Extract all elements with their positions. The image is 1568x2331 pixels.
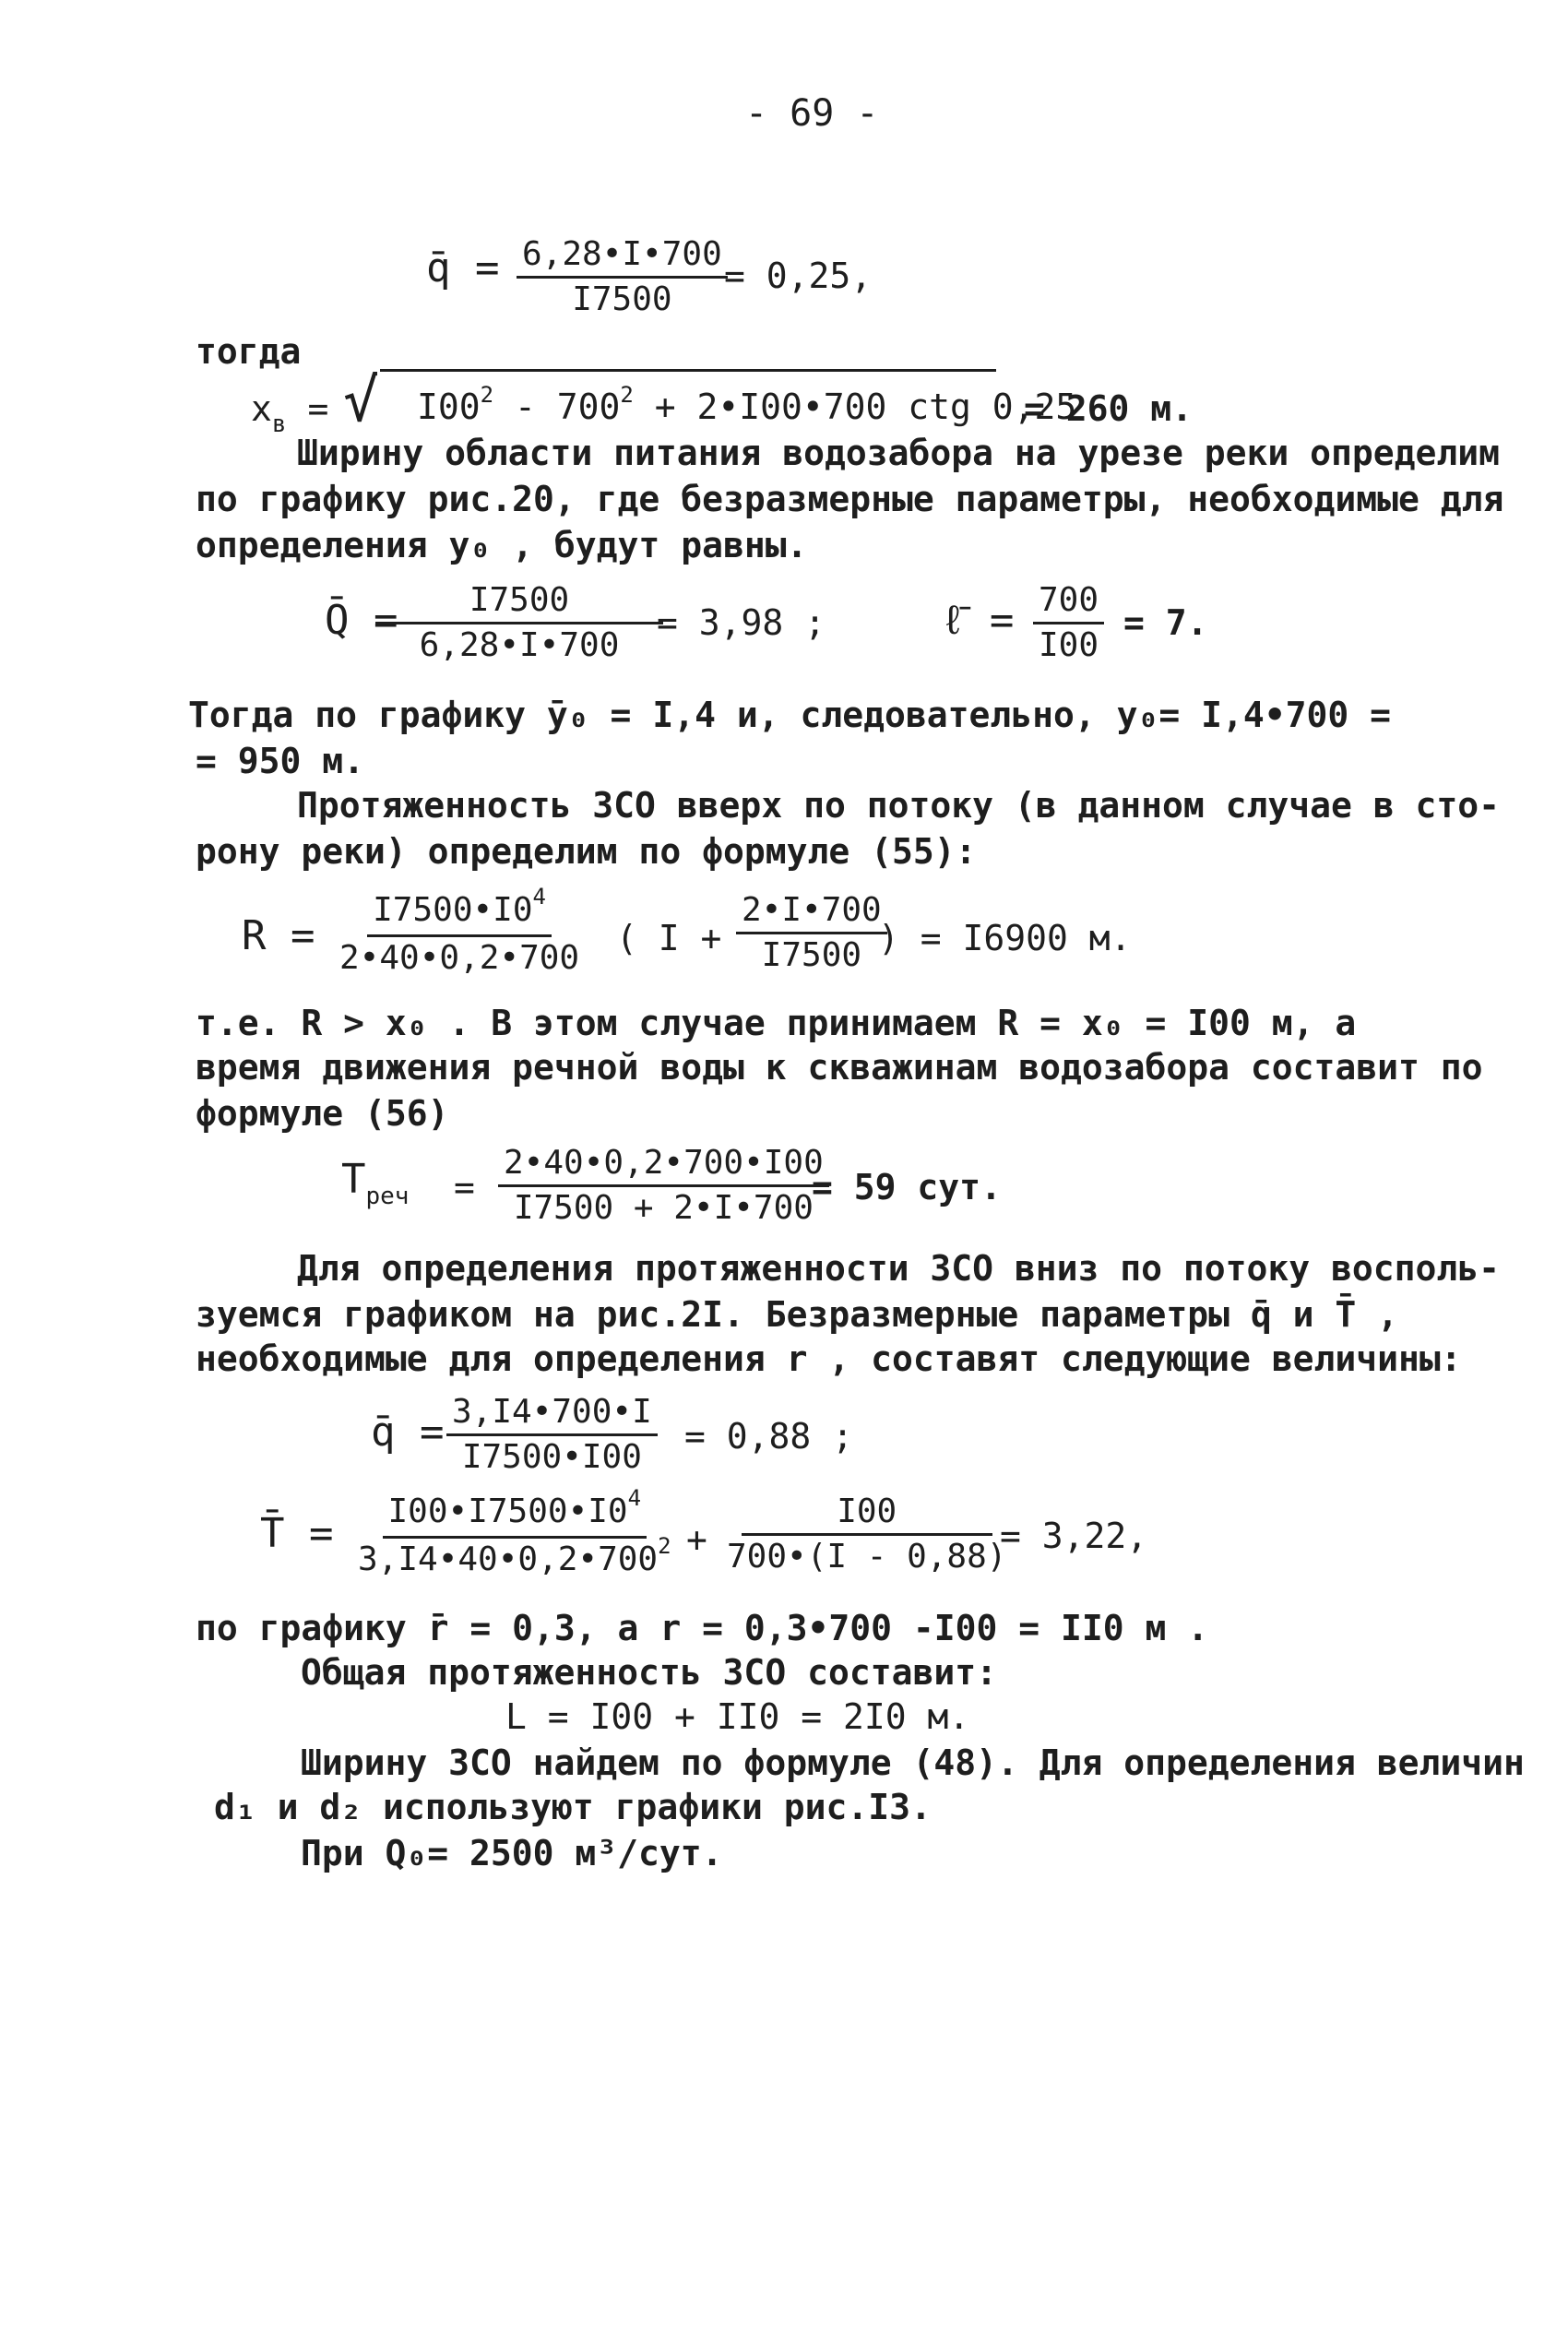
- eq-q2-result: = 0,88 ;: [684, 1416, 854, 1457]
- eq-R-fraction-2: [736, 891, 887, 975]
- eq-R-bracket-open: ( I +: [616, 918, 722, 958]
- eq-T2-plus: +: [686, 1519, 707, 1560]
- p6-line: по графику r̄ = 0,3, а r = 0,3•700 -I00 = II0 м .: [196, 1608, 1209, 1648]
- eq-l-lhs: ℓ̄ =: [941, 597, 1015, 644]
- eq-T2-result: = 3,22,: [1000, 1516, 1148, 1556]
- eq-T2-lhs: T̄ =: [260, 1510, 334, 1557]
- eq-R-denominator-1: 2•40•0,2•700: [339, 939, 580, 977]
- eq-l-denominator: I00: [1039, 626, 1099, 664]
- eq-R-result: ) = I6900 м.: [878, 918, 1132, 958]
- eq-Q-lhs: Q̄ =: [325, 597, 398, 644]
- p2-line-2: = 950 м.: [196, 741, 365, 781]
- eq-xb-power-1: 2: [480, 382, 494, 408]
- eq-R-numerator-2: 2•I•700: [736, 891, 887, 934]
- p2-line-1: Тогда по графику ȳ₀ = I,4 и, следовательно, y₀= I,4•700 =: [188, 695, 1392, 735]
- eq-q1-numerator: 6,28•I•700: [517, 235, 728, 279]
- eq-R-fraction-1: [334, 884, 585, 978]
- p5-line-2: зуемся графиком на рис.2I. Безразмерные параметры q̄ и T̄ ,: [196, 1294, 1399, 1335]
- square-root-sign: √: [343, 367, 379, 435]
- eq-T-numerator: 2•40•0,2•700•I00: [498, 1144, 829, 1187]
- page-number: - 69 -: [745, 92, 879, 135]
- eq-T-result: = 59 сут.: [812, 1167, 1002, 1207]
- eq-T-equals: =: [454, 1167, 475, 1207]
- eq-xb-lhs: [251, 387, 329, 438]
- eq-R-lhs: R =: [242, 912, 315, 959]
- p4-line-2: время движения речной воды к скважинам водозабора составит по: [196, 1047, 1483, 1088]
- eq-T2-denominator-1-base: 3,I4•40•0,2•700: [358, 1540, 659, 1578]
- eq-q2-fraction: [446, 1393, 658, 1477]
- p10-line: При Q₀= 2500 м³/сут.: [301, 1833, 723, 1873]
- eq-xb-power-2: 2: [620, 382, 634, 408]
- eq-q2-lhs: q̄ =: [371, 1409, 445, 1456]
- eq-l-result: = 7.: [1123, 602, 1208, 643]
- word-then-1: тогда: [196, 331, 302, 372]
- eq-R-numerator-1: [367, 884, 552, 937]
- eq-R-denominator-2: I7500: [761, 936, 862, 974]
- eq-Q-fraction: [376, 581, 662, 665]
- p4-line-3: формуле (56): [196, 1093, 449, 1134]
- p5-line-1: Для определения протяженности ЗСО вниз по потоку восполь-: [297, 1248, 1501, 1289]
- p1-line-2: по графику рис.20, где безразмерные параметры, необходимые для: [196, 479, 1504, 519]
- eq-T2-denominator-2: 700•(I - 0,88): [727, 1538, 1007, 1576]
- eq-xb-term-3: + 2•I00•700 ctg 0,25: [633, 387, 1077, 427]
- p1-line-3: определения y₀ , будут равны.: [196, 525, 808, 565]
- eq-xb-subscript: в: [271, 410, 287, 438]
- eq-xb-result: = 260 м.: [1024, 388, 1194, 429]
- eq-Q-denominator: 6,28•I•700: [419, 626, 620, 664]
- eq-q1-denominator: I7500: [572, 280, 672, 318]
- square-root-bar: [380, 369, 996, 372]
- eq-q2-denominator: I7500•I00: [461, 1438, 642, 1476]
- p3-line-2: рону реки) определим по формуле (55):: [196, 831, 977, 872]
- eq-xb-radicand: [417, 382, 1077, 433]
- eq-q2-numerator: 3,I4•700•I: [446, 1393, 658, 1436]
- eq-q1-result: = 0,25,: [724, 256, 873, 296]
- p9-line-1: Ширину ЗСО найдем по формуле (48). Для определения величин: [301, 1742, 1525, 1783]
- eq-q1-lhs: q̄ =: [426, 244, 500, 291]
- eq-T-subscript: реч: [365, 1183, 410, 1210]
- eq-l-numerator: 700: [1033, 581, 1104, 624]
- eq-R-numerator-1-power: 4: [532, 884, 546, 910]
- eq-T2-fraction-2: [721, 1493, 1012, 1576]
- p8-line: L = I00 + II0 = 2I0 м.: [505, 1696, 970, 1737]
- eq-l-fraction: [1033, 581, 1104, 665]
- eq-T2-fraction-1: [352, 1485, 677, 1582]
- eq-xb-term-1: I00: [417, 387, 481, 427]
- eq-T2-numerator-1-power: 4: [627, 1485, 642, 1511]
- eq-xb-equals: =: [307, 388, 329, 429]
- eq-T2-numerator-1: [383, 1485, 647, 1539]
- eq-T-lhs: [341, 1156, 410, 1210]
- p3-line-1: Протяженность ЗСО вверх по потоку (в данном случае в сто-: [297, 785, 1501, 826]
- eq-xb-symbol: x: [251, 388, 272, 429]
- eq-Q-result: = 3,98 ;: [657, 602, 826, 643]
- p5-line-3: необходимые для определения r , составят следующие величины:: [196, 1338, 1462, 1379]
- eq-T-fraction: [498, 1144, 829, 1228]
- eq-xb-term-2: - 700: [493, 387, 621, 427]
- eq-T-denominator: I7500 + 2•I•700: [513, 1189, 814, 1227]
- eq-T2-numerator-2: I00: [742, 1493, 992, 1536]
- p1-line-1: Ширину области питания водозабора на урезе реки определим: [297, 433, 1501, 473]
- eq-q1-fraction: [517, 235, 728, 319]
- eq-T2-numerator-1-base: I00•I7500•I0: [387, 1493, 628, 1530]
- eq-T2-denominator-1: [352, 1533, 677, 1582]
- p7-line: Общая протяженность ЗСО составит:: [301, 1652, 997, 1693]
- p9-line-2: d₁ и d₂ используют графики рис.I3.: [214, 1787, 932, 1827]
- eq-T2-denominator-1-power: 2: [658, 1533, 671, 1559]
- eq-T-symbol: T: [341, 1156, 366, 1203]
- eq-R-numerator-1-base: I7500•I0: [373, 891, 533, 929]
- p4-line-1: т.е. R > x₀ . В этом случае принимаем R = x₀ = I00 м, а: [196, 1003, 1357, 1043]
- eq-Q-numerator: I7500: [375, 581, 663, 624]
